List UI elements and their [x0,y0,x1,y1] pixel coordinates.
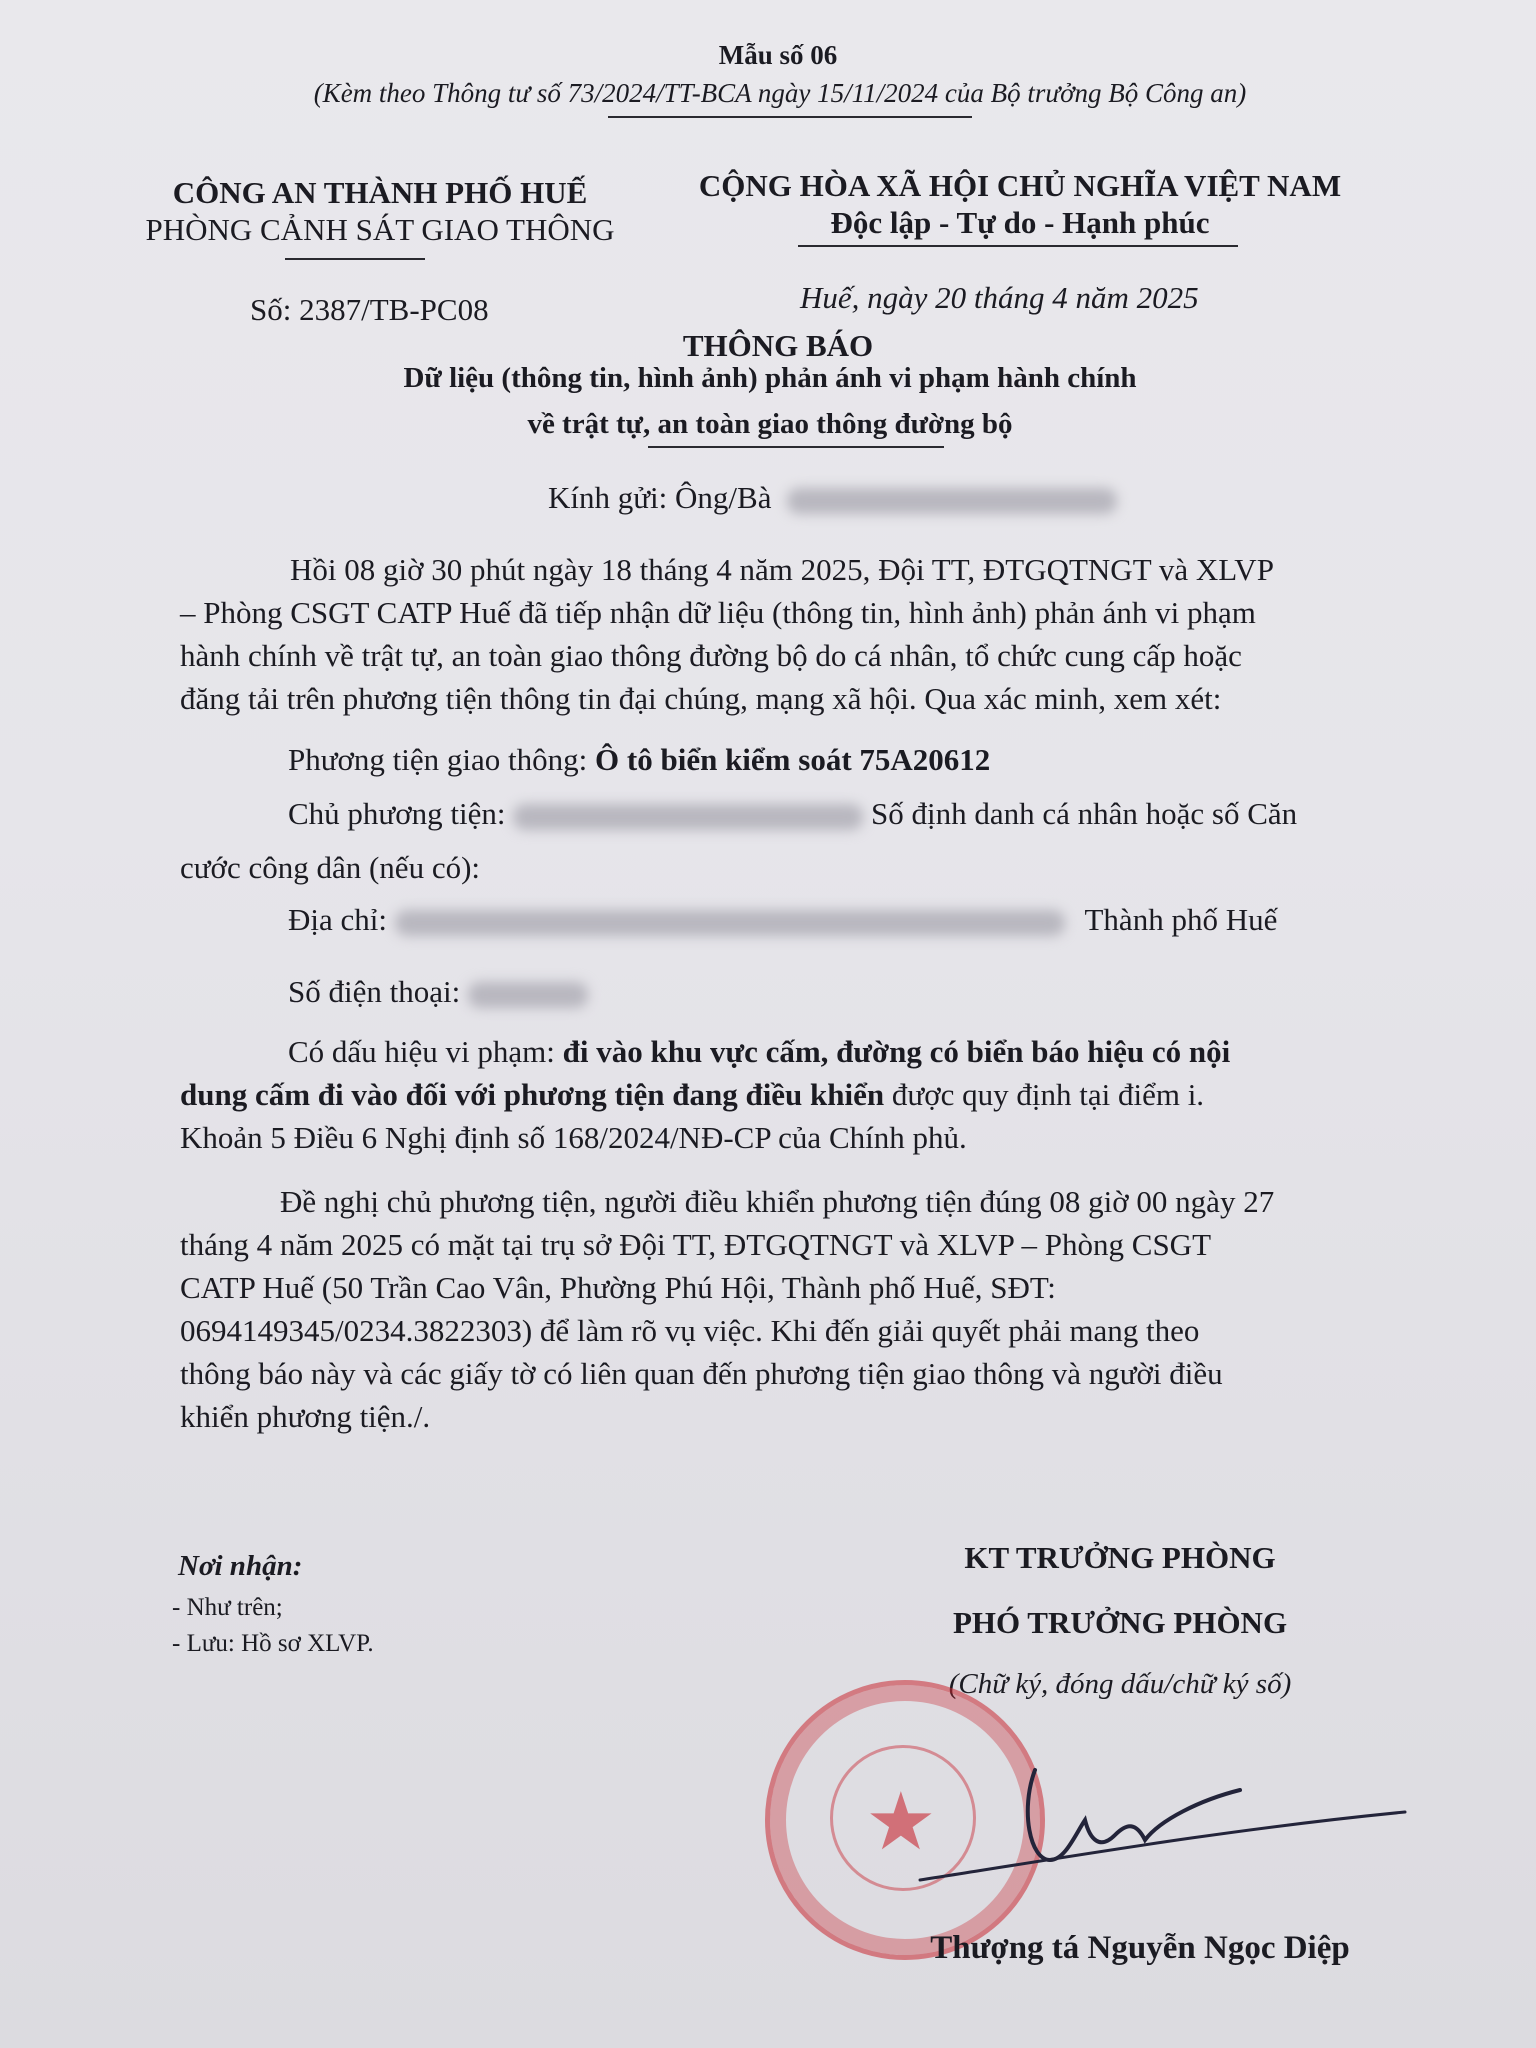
paragraph-line: thông báo này và các giấy tờ có liên quan đến phương tiện giao thông và người điều [180,1356,1223,1391]
redacted-recipient-name [787,488,1117,514]
place-date: Huế, ngày 20 tháng 4 năm 2025 [800,280,1199,315]
paragraph-line: khiển phương tiện./. [180,1399,431,1434]
paragraph-intake [180,548,1435,720]
paragraph-line: CATP Huế (50 Trần Cao Vân, Phường Phú Hội, Thành phố Huế, SĐT: [180,1270,1056,1305]
document-number: Số: 2387/TB-PC08 [250,292,489,327]
paragraph-violation [180,1030,1435,1159]
violation-clause: được quy định tại điểm i. [884,1077,1205,1112]
violation-label: Có dấu hiệu vi phạm: [288,1034,563,1069]
agency-underline [285,258,425,260]
recipient-item: - Lưu: Hồ sơ XLVP. [172,1630,374,1657]
document-title: THÔNG BÁO [682,328,874,363]
form-number: Mẫu số 06 [718,40,838,70]
owner-id-label: Số định danh cá nhân hoặc số Căn [870,796,1298,831]
handwritten-signature [900,1740,1420,1920]
violation-description-1: đi vào khu vực cấm, đường có biển báo hiệu có nội [562,1034,1231,1069]
recipients-list [172,1590,374,1662]
paragraph-line: tháng 4 năm 2025 có mặt tại trụ sở Đội TT, ĐTGQTNGT và XLVP – Phòng CSGT [180,1227,1212,1262]
owner-id-line: cước công dân (nếu có): [180,850,481,885]
form-ref-underline [608,116,972,118]
signatory-name: Thượng tá Nguyễn Ngọc Diệp [930,1930,1350,1966]
form-reference: (Kèm theo Thông tư số 73/2024/TT-BCA ngày 15/11/2024 của Bộ trưởng Bộ Công an) [313,78,1247,108]
nation-name: CỘNG HÒA XÃ HỘI CHỦ NGHĨA VIỆT NAM [698,168,1342,203]
signature-title-2: PHÓ TRƯỞNG PHÒNG [952,1605,1288,1640]
subtitle-underline [648,446,944,448]
signature-title-1: KT TRƯỞNG PHÒNG [964,1540,1276,1575]
vehicle-value: Ô tô biển kiểm soát 75A20612 [595,742,991,777]
signature-note: (Chữ ký, đóng dấu/chữ ký số) [948,1668,1292,1700]
seal-star-icon: ★ [865,1775,937,1868]
violation-description-2: dung cấm đi vào đối với phương tiện đang điều khiển [180,1077,885,1112]
paragraph-line: 0694149345/0234.3822303) để làm rõ vụ việc. Khi đến giải quyết phải mang theo [180,1313,1200,1348]
paragraph-line: Hồi 08 giờ 30 phút ngày 18 tháng 4 năm 2025, Đội TT, ĐTGQTNGT và XLVP [290,552,1274,587]
phone-label: Số điện thoại: [288,974,468,1009]
paragraph-line: hành chính về trật tự, an toàn giao thông đường bộ do cá nhân, tổ chức cung cấp hoặc [180,638,1242,673]
paragraph-line: đăng tải trên phương tiện thông tin đại chúng, mạng xã hội. Qua xác minh, xem xét: [180,681,1222,716]
paragraph-line: – Phòng CSGT CATP Huế đã tiếp nhận dữ liệu (thông tin, hình ảnh) phản ánh vi phạm [180,595,1256,630]
document-subtitle-1: Dữ liệu (thông tin, hình ảnh) phản ánh vi phạm hành chính [403,362,1137,394]
owner-label: Chủ phương tiện: [288,796,514,831]
redacted-owner-name [513,804,863,830]
vehicle-row [288,742,990,778]
owner-row [288,796,1297,832]
violation-legal-basis: Khoản 5 Điều 6 Nghị định số 168/2024/NĐ-CP của Chính phủ. [180,1120,967,1155]
vehicle-label: Phương tiện giao thông: [288,742,596,777]
recipients-title: Nơi nhận: [178,1550,303,1582]
document-subtitle-2: về trật tự, an toàn giao thông đường bộ [527,408,1013,440]
redacted-address [395,910,1065,936]
redacted-phone [468,982,588,1008]
motto-underline [798,245,1238,247]
paragraph-summons [180,1180,1435,1438]
agency-department: PHÒNG CẢNH SÁT GIAO THÔNG [145,212,615,247]
address-city: Thành phố Huế [1084,902,1278,937]
paragraph-line: Đề nghị chủ phương tiện, người điều khiển phương tiện đúng 08 giờ 00 ngày 27 [280,1184,1275,1219]
address-row [288,902,1277,938]
salutation-label: Kính gửi: Ông/Bà [548,480,772,515]
recipient-item: - Như trên; [172,1594,283,1621]
nation-motto: Độc lập - Tự do - Hạnh phúc [830,205,1210,240]
agency-name: CÔNG AN THÀNH PHỐ HUẾ [172,175,588,210]
phone-row [288,974,588,1010]
address-label: Địa chỉ: [288,902,395,937]
salutation [548,480,1117,516]
